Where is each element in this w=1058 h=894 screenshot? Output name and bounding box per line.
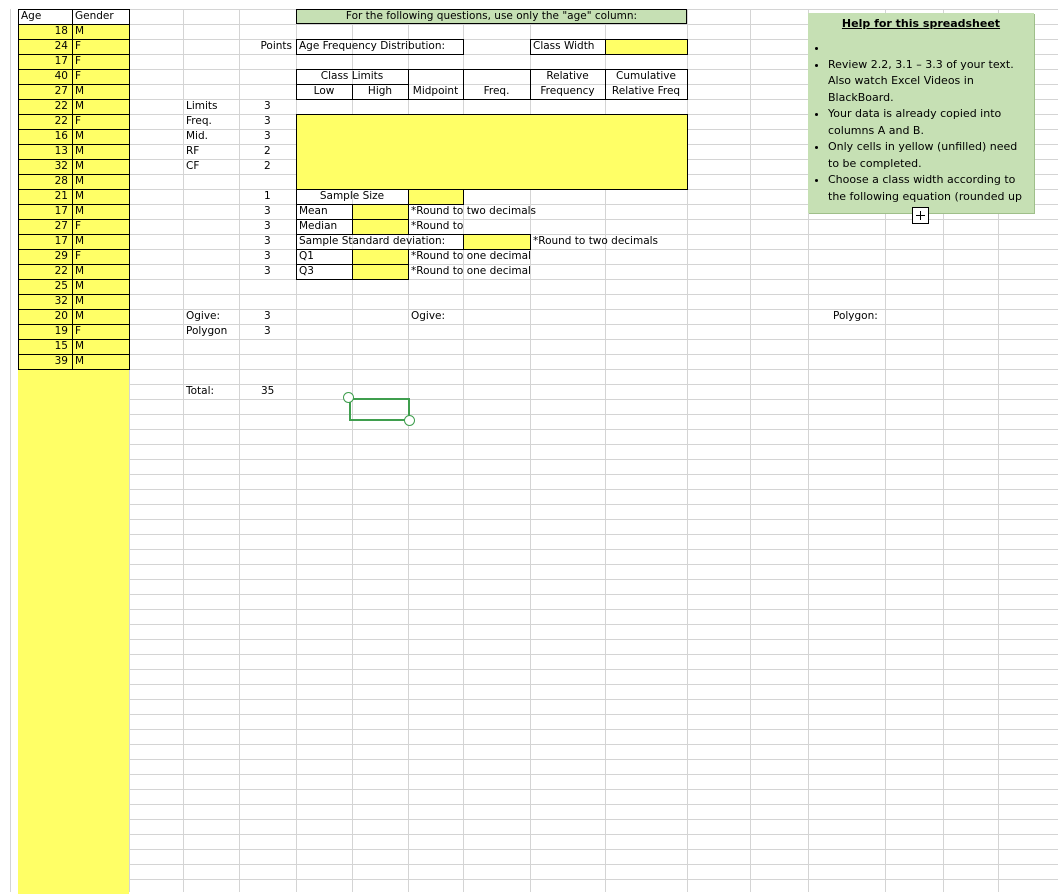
sd-label: Sample Standard deviation: xyxy=(299,235,446,247)
frequency-label: Frequency xyxy=(540,85,595,97)
freq-label: Freq. xyxy=(483,85,510,97)
gender-value[interactable]: F xyxy=(75,115,82,127)
rubric-points: 3 xyxy=(264,115,271,127)
freq-dist-label: Age Frequency Distribution: xyxy=(299,40,446,52)
polygon-chart-label: Polygon: xyxy=(833,310,878,322)
gender-value[interactable]: M xyxy=(75,355,85,367)
age-value[interactable]: 39 xyxy=(54,355,68,367)
median-round-note: *Round to xyxy=(411,220,464,232)
age-value[interactable]: 17 xyxy=(54,205,68,217)
stat-points: 3 xyxy=(264,220,271,232)
gender-value[interactable]: M xyxy=(75,295,85,307)
ogive-points: 3 xyxy=(264,310,271,322)
rubric-label: Limits xyxy=(186,100,218,112)
rubric-label: CF xyxy=(186,160,200,172)
rubric-points: 2 xyxy=(264,145,271,157)
gender-value[interactable]: M xyxy=(75,265,85,277)
ogive-chart-label: Ogive: xyxy=(411,310,446,322)
help-item: • Review 2.2, 3.1 – 3.3 of your text. Also watch Excel Videos in BlackBoard. xyxy=(828,57,1026,107)
stat-input-cell xyxy=(352,204,409,220)
sd-input-cell xyxy=(463,234,531,250)
high-label: High xyxy=(367,85,393,97)
help-title: Help for this spreadsheet xyxy=(841,17,1001,30)
age-value[interactable]: 16 xyxy=(54,130,68,142)
gender-value[interactable]: F xyxy=(75,250,82,262)
help-item: • Only cells in yellow (unfilled) need to be completed. xyxy=(828,139,1026,172)
cumulative-label: Cumulative xyxy=(616,70,676,82)
age-value[interactable]: 17 xyxy=(54,235,68,247)
stat-points: 3 xyxy=(264,250,271,262)
selection-handle-bottom-right[interactable] xyxy=(404,415,415,426)
sample-size-cell xyxy=(408,189,464,205)
age-header[interactable]: Age xyxy=(21,10,42,22)
stat-points: 3 xyxy=(264,265,271,277)
instruction-banner xyxy=(296,9,687,24)
gender-value[interactable]: M xyxy=(75,25,85,37)
gender-value[interactable]: F xyxy=(75,55,82,67)
selected-cell-range[interactable] xyxy=(349,398,410,421)
points-header: Points xyxy=(260,40,292,52)
gender-value[interactable]: M xyxy=(75,100,85,112)
rubric-points: 3 xyxy=(264,100,271,112)
age-value[interactable]: 22 xyxy=(54,115,68,127)
gender-value[interactable]: M xyxy=(75,175,85,187)
rubric-points: 3 xyxy=(264,130,271,142)
age-value[interactable]: 21 xyxy=(54,190,68,202)
class-width-label: Class Width xyxy=(533,40,595,52)
stat-input-cell xyxy=(352,249,409,265)
age-value[interactable]: 32 xyxy=(54,295,68,307)
help-list xyxy=(816,40,1026,205)
relative-freq-label: Relative Freq xyxy=(611,85,681,97)
age-value[interactable]: 25 xyxy=(54,280,68,292)
gender-value[interactable]: M xyxy=(75,205,85,217)
gender-header[interactable]: Gender xyxy=(75,10,114,22)
polygon-points-label: Polygon xyxy=(186,325,228,337)
age-value[interactable]: 29 xyxy=(54,250,68,262)
gender-value[interactable]: M xyxy=(75,85,85,97)
gender-value[interactable]: M xyxy=(75,310,85,322)
age-value[interactable]: 13 xyxy=(54,145,68,157)
help-item: • Choose a class width according to the following equation (rounded up xyxy=(828,172,1026,205)
age-value[interactable]: 22 xyxy=(54,265,68,277)
q3-round-note: *Round to one decimal xyxy=(411,265,531,277)
age-value[interactable]: 24 xyxy=(54,40,68,52)
stat-input-cell xyxy=(352,219,409,235)
class-limits-label: Class Limits xyxy=(320,70,384,82)
q1-round-note: *Round to one decimal xyxy=(411,250,531,262)
gender-value[interactable]: F xyxy=(75,325,82,337)
age-value[interactable]: 20 xyxy=(54,310,68,322)
gender-value[interactable]: M xyxy=(75,235,85,247)
age-value[interactable]: 28 xyxy=(54,175,68,187)
stat-points: 3 xyxy=(264,235,271,247)
selection-handle-top-left[interactable] xyxy=(343,392,354,403)
age-value[interactable]: 19 xyxy=(54,325,68,337)
sample-size-label: Sample Size xyxy=(319,190,385,202)
gender-value[interactable]: F xyxy=(75,220,82,232)
mean-label: Mean xyxy=(299,205,328,217)
q3-label: Q3 xyxy=(299,265,314,277)
stat-input-cell xyxy=(352,264,409,280)
stat-points: 1 xyxy=(264,190,271,202)
rubric-label: RF xyxy=(186,145,200,157)
sd-round-note: *Round to two decimals xyxy=(533,235,659,247)
midpoint-label: Midpoint xyxy=(412,85,459,97)
age-value[interactable]: 18 xyxy=(54,25,68,37)
age-value[interactable]: 27 xyxy=(54,220,68,232)
age-value[interactable]: 40 xyxy=(54,70,68,82)
gender-value[interactable]: F xyxy=(75,40,82,52)
age-value[interactable]: 27 xyxy=(54,85,68,97)
age-value[interactable]: 22 xyxy=(54,100,68,112)
expand-icon[interactable] xyxy=(912,207,929,224)
age-value[interactable]: 15 xyxy=(54,340,68,352)
help-item: • Your data is already copied into columns A and B. xyxy=(828,106,1026,139)
gender-value[interactable]: M xyxy=(75,145,85,157)
help-item xyxy=(828,40,1026,57)
gender-value[interactable]: F xyxy=(75,70,82,82)
age-value[interactable]: 32 xyxy=(54,160,68,172)
total-points: 35 xyxy=(261,385,275,397)
total-label: Total: xyxy=(186,385,215,397)
ogive-points-label: Ogive: xyxy=(186,310,221,322)
mean-round-note: *Round to two decimals xyxy=(411,205,537,217)
median-label: Median xyxy=(299,220,338,232)
stat-points: 3 xyxy=(264,205,271,217)
gender-value[interactable]: M xyxy=(75,280,85,292)
frequency-table-body xyxy=(296,114,688,190)
gender-value[interactable]: M xyxy=(75,340,85,352)
class-width-input-cell xyxy=(605,39,688,55)
rubric-label: Mid. xyxy=(186,130,208,142)
low-label: Low xyxy=(313,85,335,97)
relative-label: Relative xyxy=(546,70,589,82)
polygon-points: 3 xyxy=(264,325,271,337)
q1-label: Q1 xyxy=(299,250,314,262)
rubric-points: 2 xyxy=(264,160,271,172)
instruction-text: For the following questions, use only the "age" column: xyxy=(345,10,638,22)
gender-value[interactable]: M xyxy=(75,130,85,142)
help-comment-box[interactable] xyxy=(808,13,1034,213)
gender-value[interactable]: M xyxy=(75,190,85,202)
age-value[interactable]: 17 xyxy=(54,55,68,67)
rubric-label: Freq. xyxy=(186,115,212,127)
gender-value[interactable]: M xyxy=(75,160,85,172)
